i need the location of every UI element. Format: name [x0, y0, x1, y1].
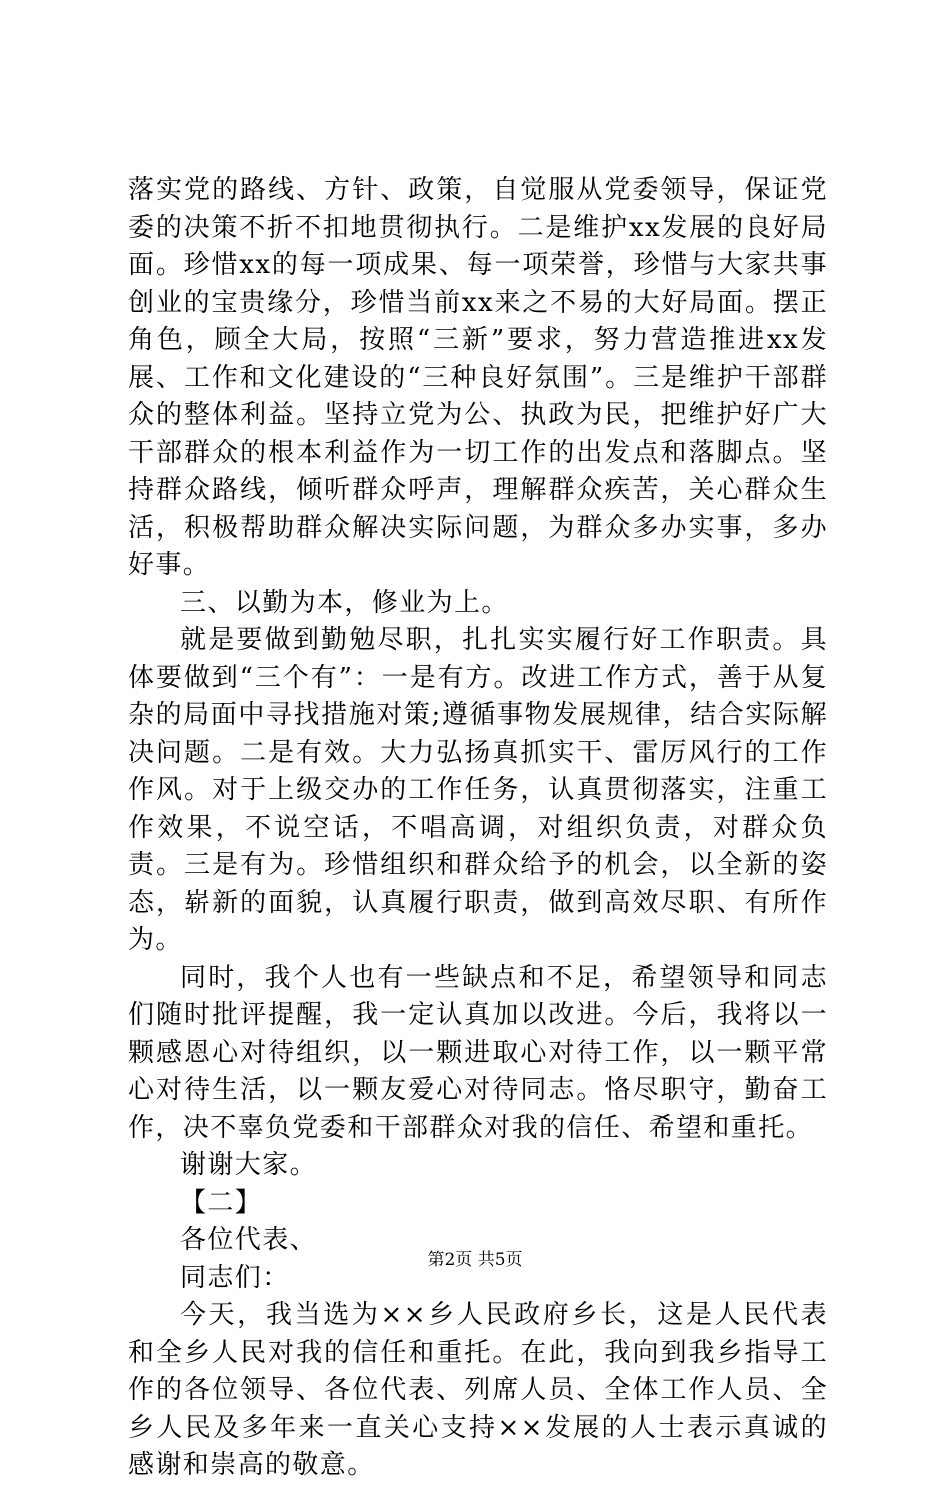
closing-thanks: 谢谢大家。	[180, 1150, 318, 1180]
paragraph-diligence: 就是要做到勤勉尽职，扎扎实实履行好工作职责。具体要做到“三个有”：一是有方。改进工作方式，善于从复杂的局面中寻找措施对策;遵循事物发展规律，结合实际解决问题。二是有效。大力弘扬真抓实干、雷厉风行的工作作风。对于上级交办的工作任务，认真贯彻落实，注重工作效果，不说空话，不唱高调，对组织负责，对群众负责。三是有为。珍惜组织和群众给予的机会，以全新的姿态，崭新的面貌，认真履行职责，做到高效尽职、有所作为。	[128, 625, 828, 955]
document-body	[128, 172, 828, 1485]
paragraph-continuation: 落实党的路线、方针、政策，自觉服从党委领导，保证党委的决策不折不扣地贯彻执行。二是维护xx发展的良好局面。珍惜xx的每一项成果、每一项荣誉，珍惜与大家共事创业的宝贵缘分，珍惜当前xx来之不易的大好局面。摆正角色，顾全大局，按照“三新”要求，努力营造推进xx发展、工作和文化建设的“三种良好氛围”。三是维护干部群众的整体利益。坚持立党为公、执政为民，把维护好广大干部群众的根本利益作为一切工作的出发点和落脚点。坚持群众路线，倾听群众呼声，理解群众疾苦，关心群众生活，积极帮助群众解决实际问题，为群众多办实事，多办好事。	[128, 175, 828, 580]
salutation-delegates: 各位代表、	[180, 1225, 318, 1255]
salutation-comrades: 同志们：	[180, 1262, 290, 1293]
paragraph-election: 今天，我当选为××乡人民政府乡长，这是人民代表和全乡人民对我的信任和重托。在此，我向到我乡指导工作的各位领导、各位代表、列席人员、全体工作人员、全乡人民及多年来一直关心支持××发展的人士表示真诚的感谢和崇高的敬意。	[128, 1300, 828, 1480]
section-marker-two: 【二】	[180, 1187, 263, 1218]
page-number-footer: 第2页 共5页	[427, 1250, 523, 1270]
section-heading-three: 三、以勤为本，修业为上。	[180, 587, 509, 618]
paragraph-self-reflection: 同时，我个人也有一些缺点和不足，希望领导和同志们随时批评提醒，我一定认真加以改进。今后，我将以一颗感恩心对待组织，以一颗进取心对待工作，以一颗平常心对待生活，以一颗友爱心对待同志。恪尽职守，勤奋工作，决不辜负党委和干部群众对我的信任、希望和重托。	[128, 962, 828, 1143]
